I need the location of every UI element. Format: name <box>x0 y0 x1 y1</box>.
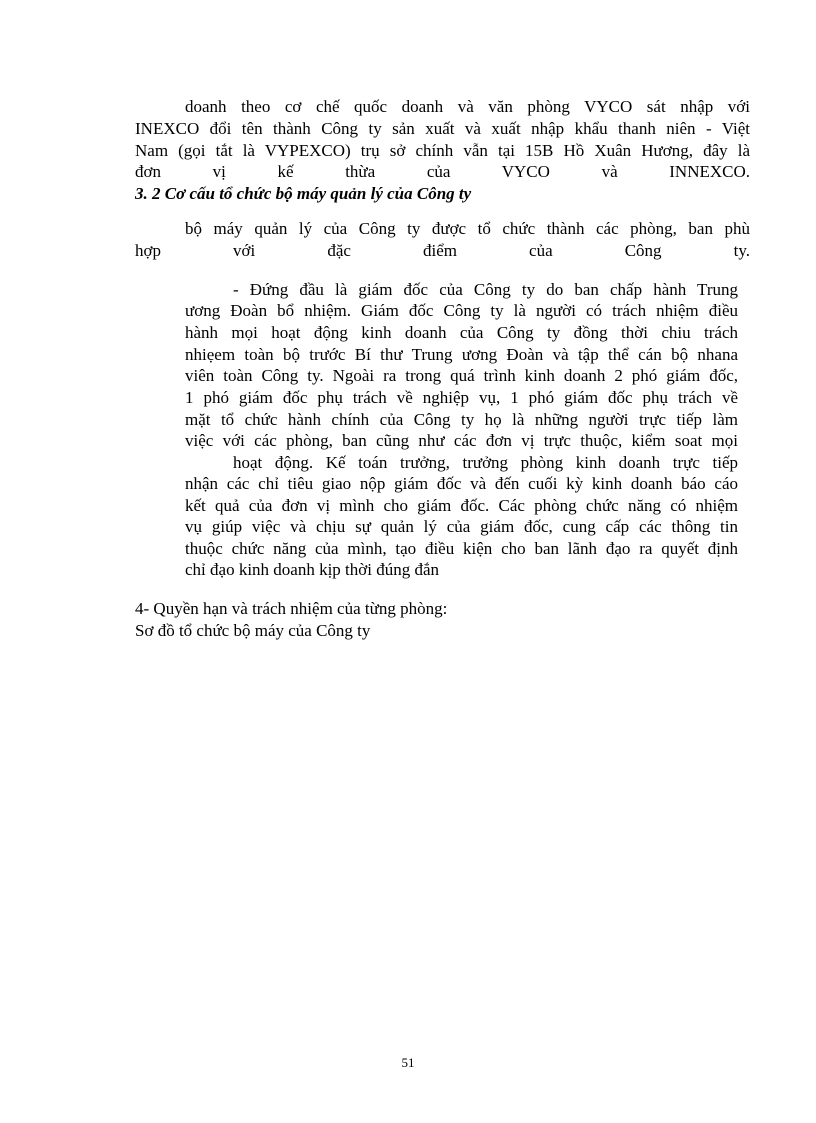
text-line: 1 phó giám đốc phụ trách về nghiệp vụ, 1 phó giám đốc phụ trách về <box>185 388 738 407</box>
text-line: nhiẹem toàn bộ trước Bí thư Trung ương Đoàn và tập thể cán bộ nhana <box>185 345 738 364</box>
text-line: hành mọi hoạt động kinh doanh của Công ty đồng thời chiu trách <box>185 323 738 342</box>
text-line: nhận các chỉ tiêu giao nộp giám đốc và đến cuối kỳ kinh doanh báo cáo <box>185 474 738 493</box>
text-line: INEXCO đổi tên thành Công ty sản xuất và xuất nhập khẩu thanh niên - Việt <box>135 119 750 138</box>
diagram-caption: Sơ đồ tổ chức bộ máy của Công ty <box>135 621 371 640</box>
text-line: hoạt động. Kế toán trưởng, trưởng phòng kinh doanh trực tiếp <box>233 453 738 472</box>
text-line: chỉ đạo kinh doanh kịp thời đúng đắn <box>185 560 440 579</box>
text-line: bộ máy quản lý của Công ty được tổ chức thành các phòng, ban phù <box>185 219 750 238</box>
section-heading: 3. 2 Cơ cấu tổ chức bộ máy quản lý của Công ty <box>135 184 472 203</box>
text-line: Nam (gọi tắt là VYPEXCO) trụ sở chính vẫn tại 15B Hồ Xuân Hương, đây là <box>135 141 750 160</box>
text-line: ương Đoàn bổ nhiệm. Giám đốc Công ty là người có trách nhiệm điều <box>185 301 738 320</box>
text-line: đơn vị kế thừa của VYCO và INNEXCO. <box>135 162 750 181</box>
text-line: vụ giúp việc và chịu sự quản lý của giám đốc, cung cấp các thông tin <box>185 517 738 536</box>
text-line: viên toàn Công ty. Ngoài ra trong quá trình kinh doanh 2 phó giám đốc, <box>185 366 738 385</box>
text-line: - Đứng đầu là giám đốc của Công ty do ban chấp hành Trung <box>233 280 738 299</box>
page-number: 51 <box>401 1055 415 1070</box>
text-line: kết quả của đơn vị mình cho giám đốc. Các phòng chức năng có nhiệm <box>185 496 738 515</box>
text-line: việc với các phòng, ban cũng như các đơn vị trực thuộc, kiểm soat mọi <box>185 431 738 450</box>
section-4-title: 4- Quyền hạn và trách nhiệm của từng phòng: <box>135 599 448 618</box>
text-line: thuộc chức năng của mình, tạo điều kiện cho ban lãnh đạo ra quyết định <box>185 539 738 558</box>
text-line: doanh theo cơ chế quốc doanh và văn phòng VYCO sát nhập với <box>185 97 750 116</box>
text-line: mặt tổ chức hành chính của Công ty họ là những người trực tiếp làm <box>185 410 738 429</box>
text-line: hợp với đặc điểm của Công ty. <box>135 241 750 260</box>
